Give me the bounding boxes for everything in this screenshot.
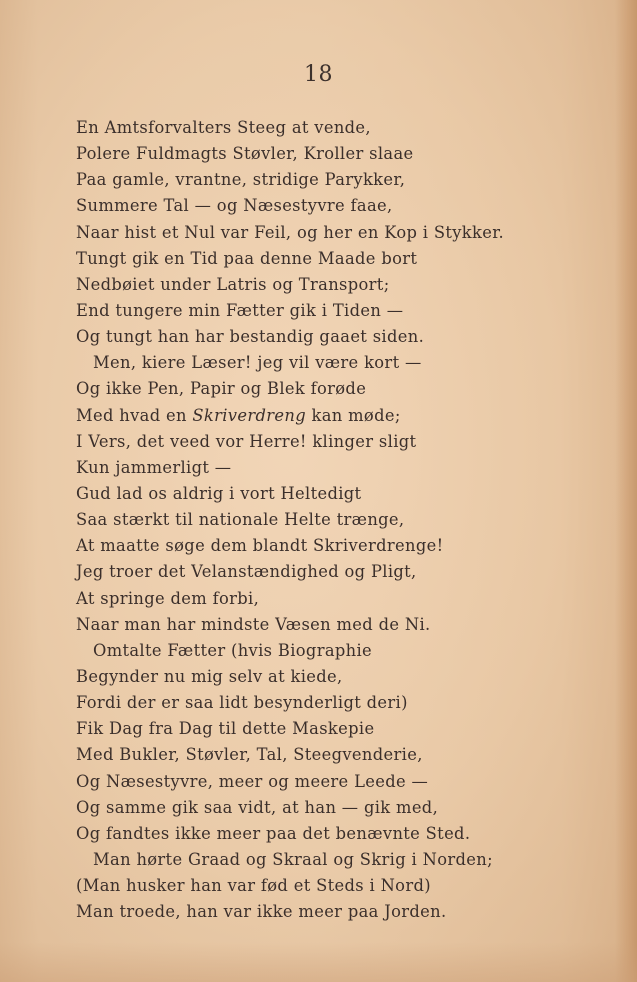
poem-line: Og Næsestyvre, meer og meere Leede — [76,771,429,791]
page-number: 18 [304,62,333,87]
poem-line: Naar man har mindste Væsen med de Ni. [76,614,431,634]
poem-line: Men, kiere Læser! jeg vil være kort — [93,353,422,373]
page-bottom-shadow [0,942,637,982]
poem-line: En Amtsforvalters Steeg at vende, [76,118,371,137]
poem-text [76,115,596,925]
poem-line: Paa gamle, vrantne, stridige Parykker, [76,170,406,190]
poem-line: Omtalte Fætter (hvis Biographie [93,640,373,660]
poem-line: Og samme gik saa vidt, at han — gik med, [76,797,439,817]
poem-line: Man troede, han var ikke meer paa Jorden. [76,902,447,922]
poem-line: Fik Dag fra Dag til dette Maskepie [76,719,375,739]
poem-line: Gud lad os aldrig i vort Heltedigt [76,483,362,503]
poem-line: Saa stærkt til nationale Helte trænge, [76,510,405,530]
poem-line: I Vers, det veed vor Herre! klinger sligt [76,431,417,451]
poem-line: At springe dem forbi, [76,588,260,608]
poem-line: Og fandtes ikke meer paa det benævnte Sted. [76,823,471,843]
poem-line: Polere Fuldmagts Støvler, Kroller slaae [76,144,414,164]
poem-line: Nedbøiet under Latris og Transport; [76,274,390,294]
poem-line: Summere Tal — og Næsestyvre faae, [76,196,393,216]
poem-line: Fordi der er saa lidt besynderligt deri) [76,693,408,713]
poem-line: Begynder nu mig selv at kiede, [76,666,343,686]
poem-line: Med Bukler, Støvler, Tal, Steegvenderie, [76,745,423,765]
poem-line: Og ikke Pen, Papir og Blek forøde [76,379,367,399]
poem-line: Man hørte Graad og Skraal og Skrig i Norden; [93,849,493,869]
page-edge-shadow [615,0,637,982]
italic-word: Skriverdreng [192,405,306,425]
poem-line: Naar hist et Nul var Feil, og her en Kop i Stykker. [76,222,505,242]
poem-line: Tungt gik en Tid paa denne Maade bort [76,248,418,268]
poem-line: (Man husker han var fød et Steds i Nord) [76,876,431,896]
line-text: Med hvad en [76,405,193,425]
poem-line: Kun jammerligt — [76,457,232,477]
poem-line: End tungere min Fætter gik i Tiden — [76,300,404,320]
line-text: kan møde; [305,405,401,425]
poem-line: Jeg troer det Velanstændighed og Pligt, [76,562,417,582]
poem-line [76,403,596,429]
poem-line: At maatte søge dem blandt Skriverdrenge! [76,536,444,556]
poem-line: Og tungt han har bestandig gaaet siden. [76,327,425,347]
